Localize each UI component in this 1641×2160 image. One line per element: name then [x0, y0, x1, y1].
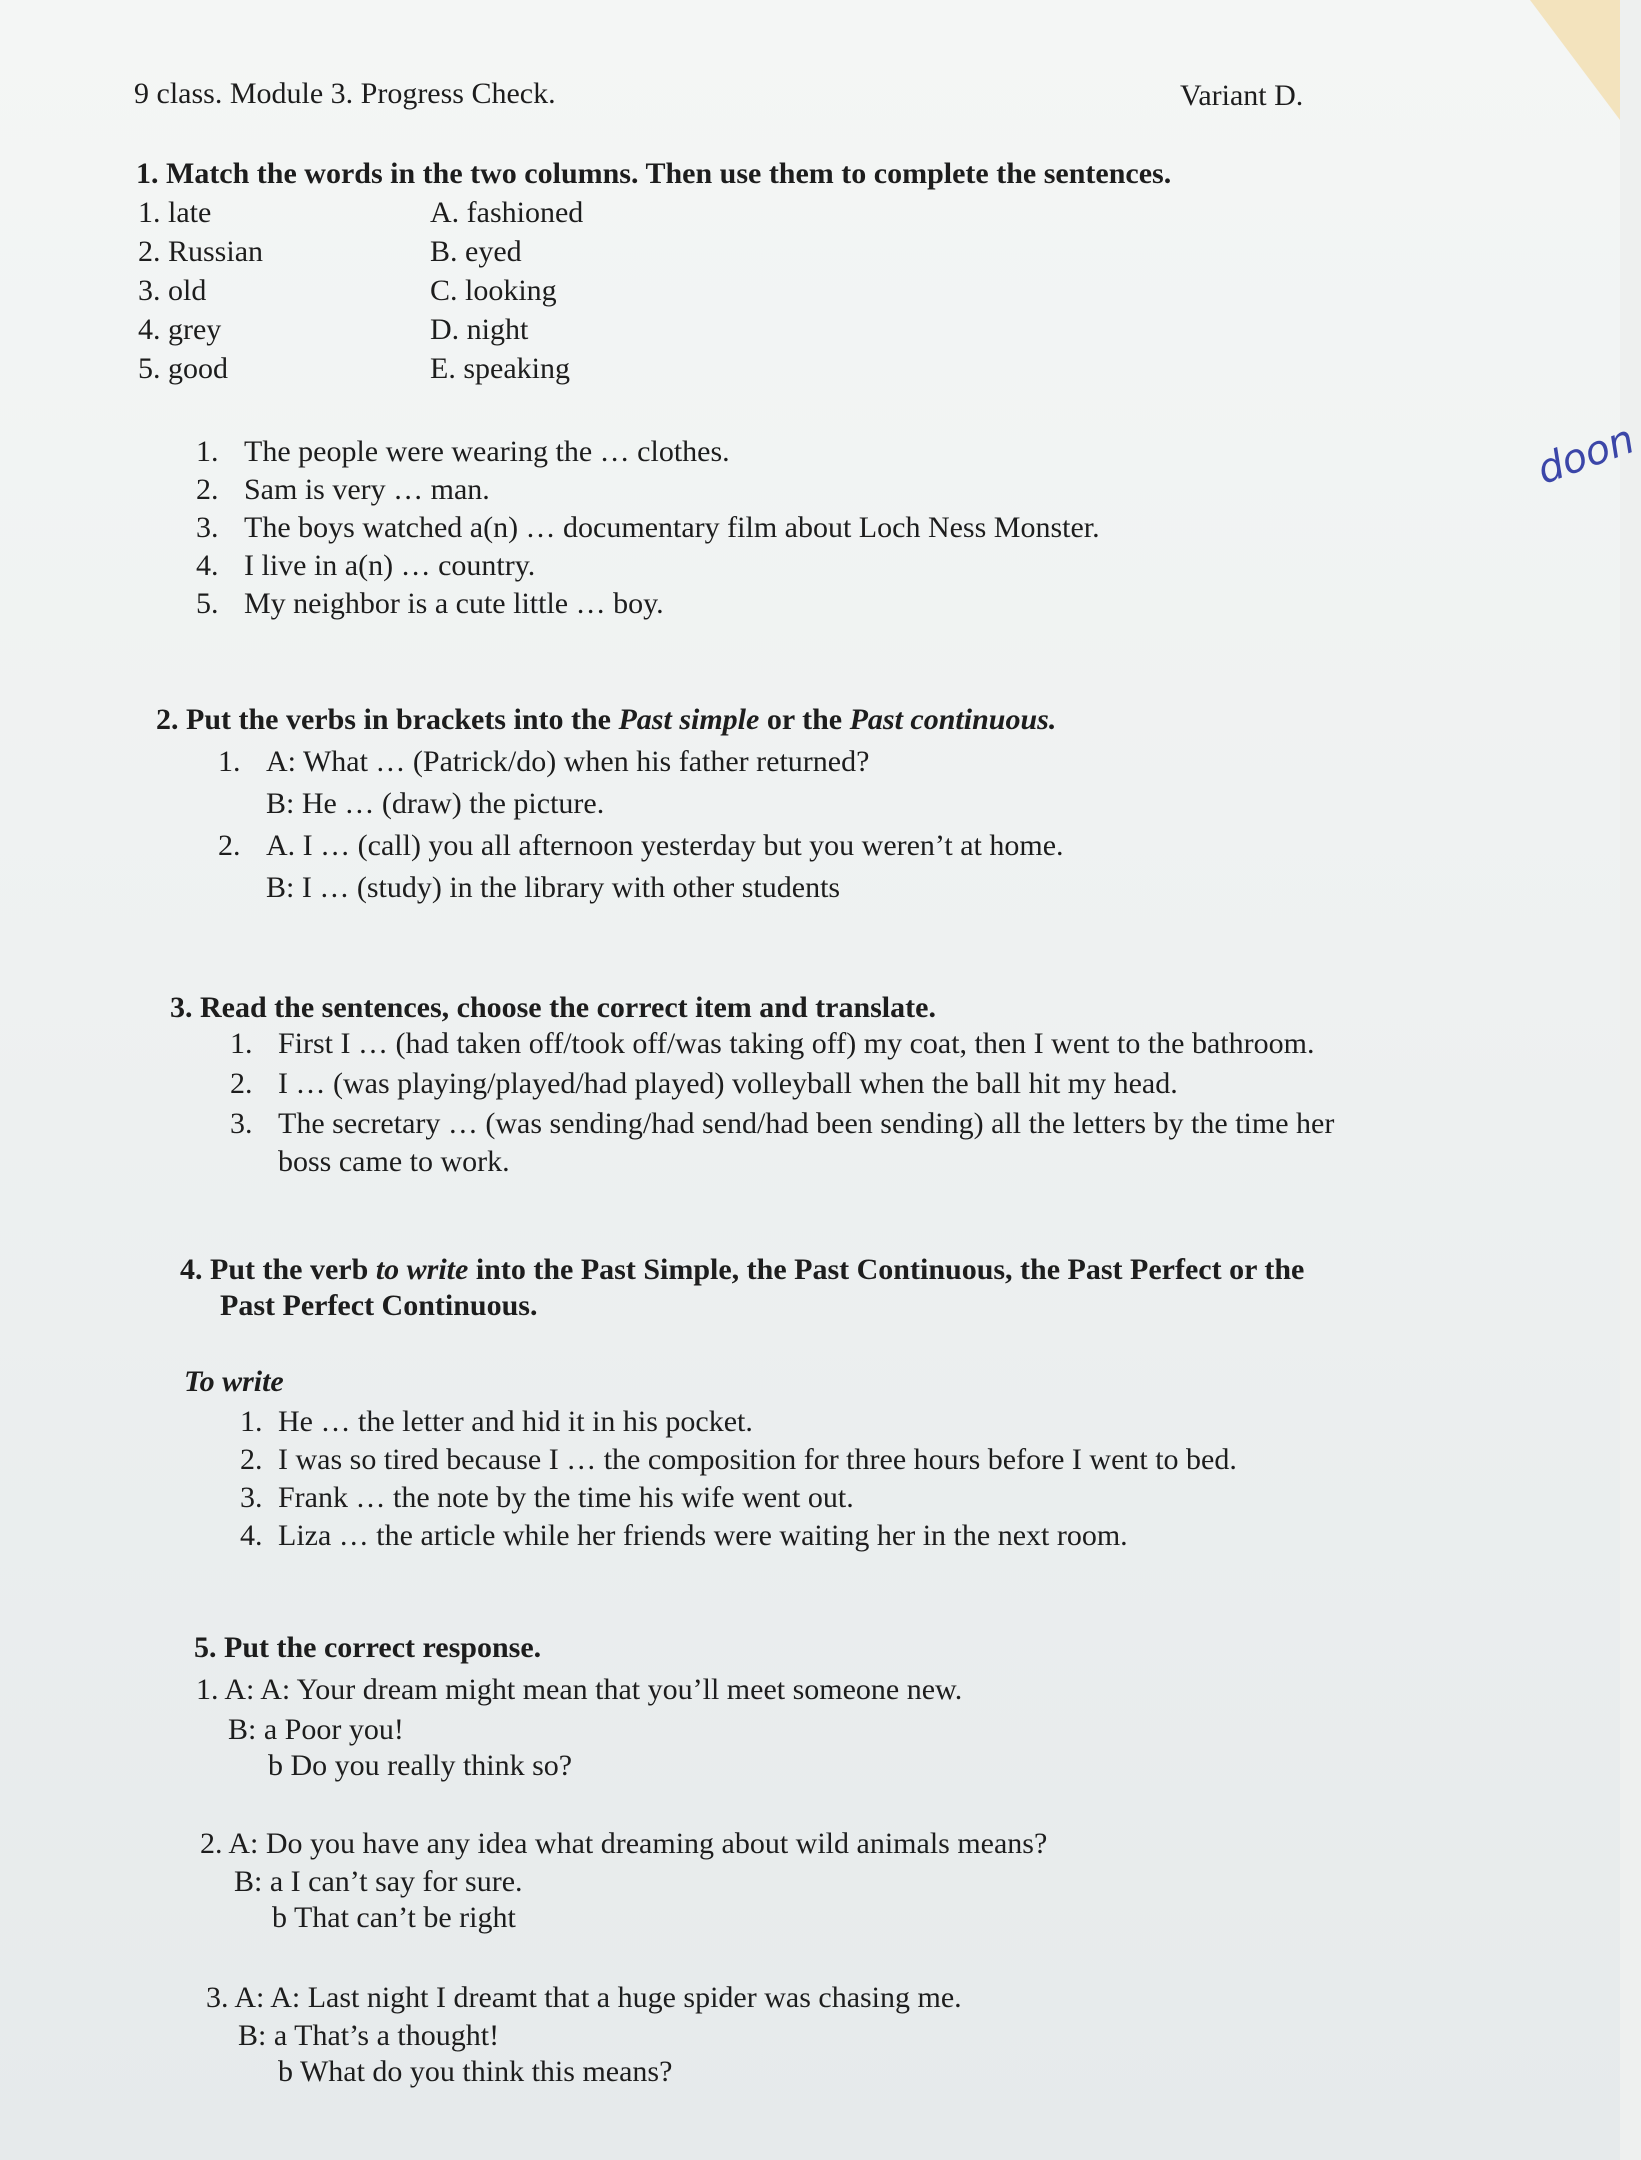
- list-item: 3. The secretary … (was sending/had send/had been sending) all the letters by the time her: [230, 1107, 1335, 1140]
- verb-label: To write: [184, 1365, 284, 1398]
- list-item: boss came to work.: [278, 1145, 510, 1178]
- response-option-b: b That can’t be right: [272, 1901, 516, 1934]
- task1-sentences: [196, 432, 1100, 622]
- dialogue-question: 1. A: A: Your dream might mean that you’ll meet someone new.: [196, 1673, 963, 1706]
- dialogue-question: 3. A: A: Last night I dreamt that a huge spider was chasing me.: [206, 1981, 962, 2014]
- task3-heading: 3. Read the sentences, choose the correct item and translate.: [170, 991, 936, 1024]
- task4-heading-line2: Past Perfect Continuous.: [220, 1289, 538, 1322]
- list-item: 5. My neighbor is a cute little … boy.: [196, 587, 664, 620]
- left-word: 2. Russian: [138, 235, 264, 268]
- right-word: A. fashioned: [430, 196, 584, 229]
- task2-heading: 2. Put the verbs in brackets into the Past simple or the Past continuous.: [156, 703, 1057, 736]
- handwritten-note: doon: [1531, 416, 1641, 494]
- list-item: 2. A. I … (call) you all afternoon yesterday but you weren’t at home.: [218, 829, 1064, 862]
- list-item: 2. Sam is very … man.: [196, 473, 490, 506]
- dialogue-question: 2. A: Do you have any idea what dreaming about wild animals means?: [200, 1827, 1048, 1860]
- response-option-a: B: a That’s a thought!: [238, 2019, 500, 2052]
- right-word: C. looking: [430, 274, 557, 307]
- task3-items: [230, 1024, 1334, 1180]
- left-word: 1. late: [138, 196, 212, 229]
- right-word: B. eyed: [430, 235, 522, 268]
- list-item: 2. I was so tired because I … the composition for three hours before I went to bed.: [240, 1443, 1237, 1476]
- response-option-a: B: a Poor you!: [228, 1713, 404, 1746]
- response-option-b: b What do you think this means?: [278, 2055, 673, 2088]
- list-item: 1. The people were wearing the … clothes.: [196, 435, 730, 468]
- left-word: 5. good: [138, 352, 228, 385]
- task4-items: [240, 1402, 1237, 1554]
- worksheet-title: 9 class. Module 3. Progress Check.: [134, 77, 556, 110]
- task5-heading: 5. Put the correct response.: [194, 1631, 542, 1664]
- task2-items: [218, 742, 1064, 910]
- task1-left-column: [138, 193, 263, 388]
- list-item: 4. Liza … the article while her friends were waiting her in the next room.: [240, 1519, 1128, 1552]
- sticky-note-corner: [1530, 0, 1620, 120]
- task4-heading: 4. Put the verb to write into the Past Simple, the Past Continuous, the Past Perfect or the: [180, 1253, 1305, 1286]
- list-item: B: I … (study) in the library with other students: [266, 871, 841, 904]
- list-item: 1. A: What … (Patrick/do) when his father returned?: [218, 745, 870, 778]
- variant-label: Variant D.: [1180, 79, 1304, 112]
- left-word: 4. grey: [138, 313, 222, 346]
- left-word: 3. old: [138, 274, 207, 307]
- right-word: D. night: [430, 313, 529, 346]
- list-item: 3. Frank … the note by the time his wife went out.: [240, 1481, 854, 1514]
- list-item: 1. He … the letter and hid it in his pocket.: [240, 1405, 753, 1438]
- task1-heading: 1. Match the words in the two columns. Then use them to complete the sentences.: [136, 157, 1172, 190]
- list-item: 4. I live in a(n) … country.: [196, 549, 536, 582]
- response-option-b: b Do you really think so?: [268, 1749, 573, 1782]
- list-item: 2. I … (was playing/played/had played) volleyball when the ball hit my head.: [230, 1067, 1178, 1100]
- right-word: E. speaking: [430, 352, 570, 385]
- task1-right-column: [430, 193, 583, 388]
- list-item: B: He … (draw) the picture.: [266, 787, 605, 820]
- response-option-a: B: a I can’t say for sure.: [234, 1865, 523, 1898]
- list-item: 3. The boys watched a(n) … documentary film about Loch Ness Monster.: [196, 511, 1100, 544]
- list-item: 1. First I … (had taken off/took off/was taking off) my coat, then I went to the bathroom.: [230, 1027, 1315, 1060]
